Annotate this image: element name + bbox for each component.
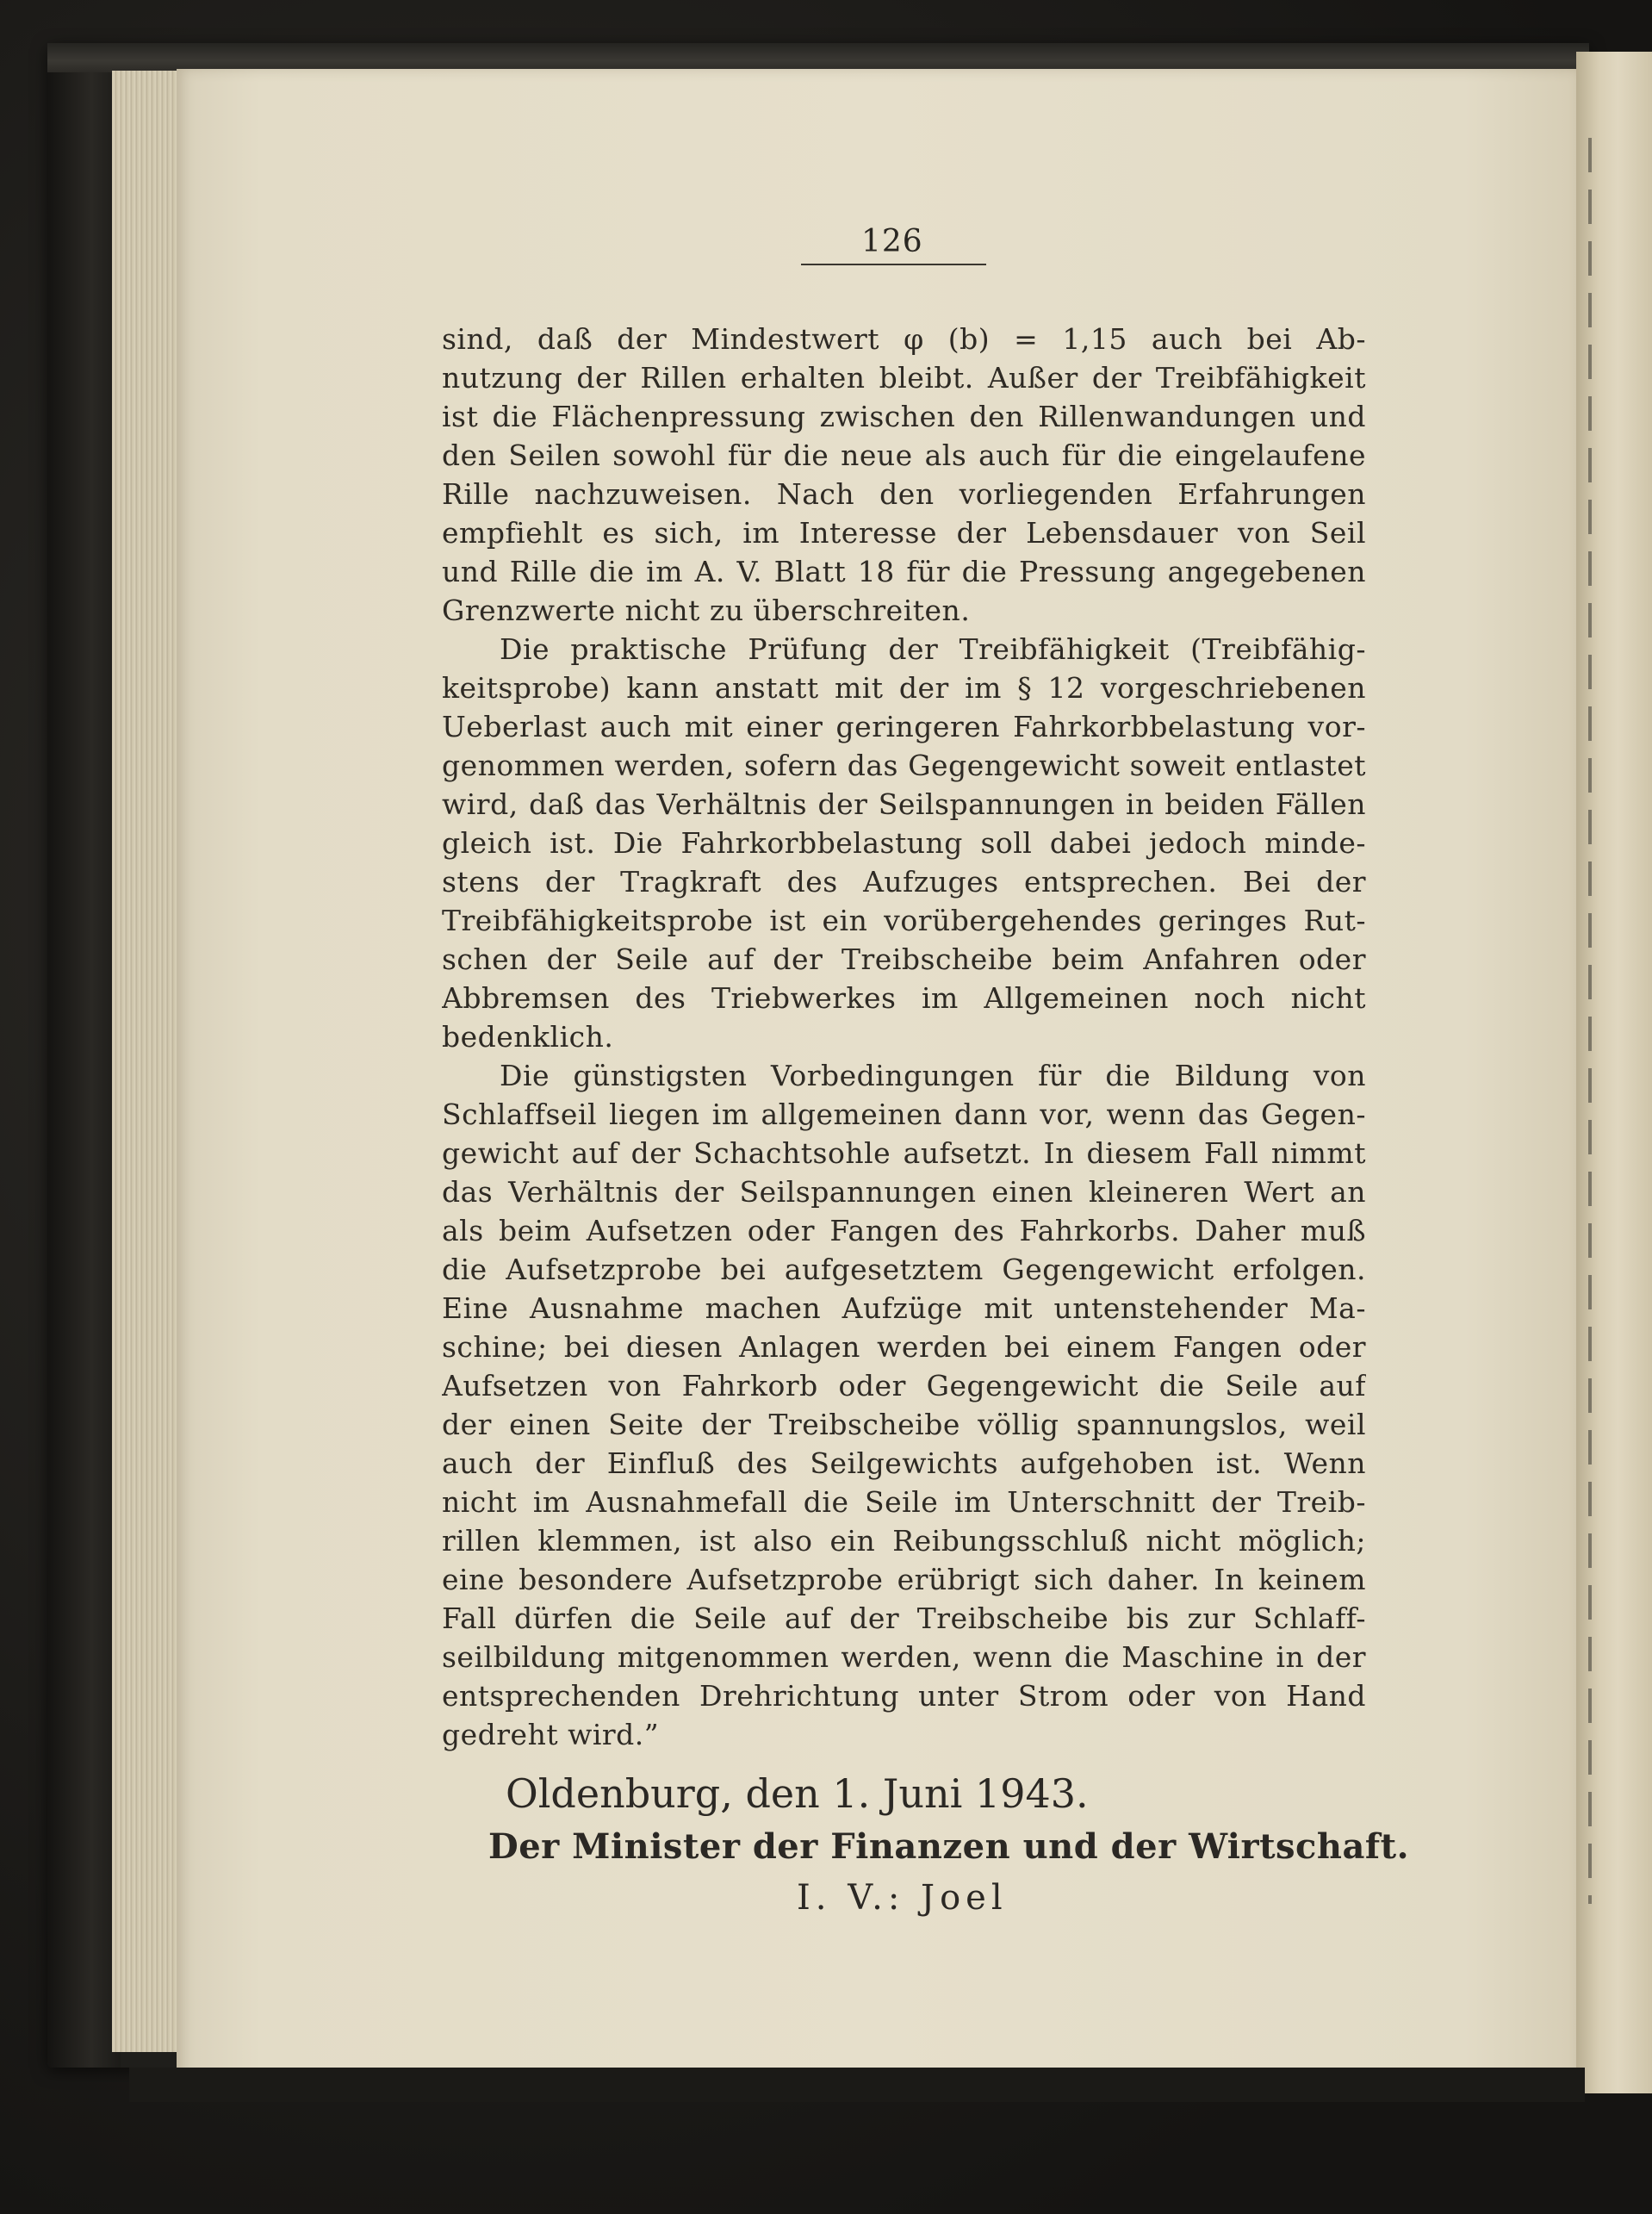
signature: I. V.: Joel [797, 1878, 1008, 1918]
paragraph-line: als beim Aufsetzen oder Fangen des Fahrkorbs. Daher muß [442, 1214, 1366, 1247]
paragraph-line: rillen klemmen, ist also ein Reibungsschluß nicht möglich; [442, 1524, 1366, 1558]
paragraph-line: stens der Tragkraft des Aufzuges entsprechen. Bei der [442, 865, 1366, 899]
paragraph-line: schen der Seile auf der Treibscheibe beim Anfahren oder [442, 942, 1366, 976]
paragraph-line: seilbildung mitgenommen werden, wenn die Maschine in der [442, 1640, 1366, 1674]
minister-title: Der Minister der Finanzen und der Wirtschaft. [488, 1826, 1410, 1867]
paragraph-line: Fall dürfen die Seile auf der Treibscheibe bis zur Schlaff- [442, 1601, 1366, 1635]
paragraph-line: schine; bei diesen Anlagen werden bei einem Fangen oder [442, 1330, 1366, 1364]
paragraph-line: den Seilen sowohl für die neue als auch für die eingelaufene [442, 438, 1366, 472]
paragraph-line: der einen Seite der Treibscheibe völlig spannungslos, weil [442, 1408, 1366, 1441]
paragraph-line: Eine Ausnahme machen Aufzüge mit untenstehender Ma- [442, 1291, 1366, 1325]
paragraph-line: entsprechenden Drehrichtung unter Strom oder von Hand [442, 1679, 1366, 1713]
paragraph-line: das Verhältnis der Seilspannungen einen kleineren Wert an [442, 1175, 1366, 1209]
paragraph-line: Grenzwerte nicht zu überschreiten. [442, 594, 971, 627]
paragraph-line: bedenklich. [442, 1020, 614, 1054]
paragraph-line: auch der Einfluß des Seilgewichts aufgehoben ist. Wenn [442, 1446, 1366, 1480]
paragraph-line: sind, daß der Mindestwert φ (b) = 1,15 auch bei Ab- [442, 322, 1366, 356]
cover-bottom-edge [129, 2068, 1585, 2102]
paragraph-line: empfiehlt es sich, im Interesse der Lebensdauer von Seil [442, 516, 1366, 550]
paragraph-line: Rille nachzuweisen. Nach den vorliegenden Erfahrungen [442, 477, 1366, 511]
paragraph-line: wird, daß das Verhältnis der Seilspannungen in beiden Fällen [442, 787, 1366, 821]
paragraph-line: Die praktische Prüfung der Treibfähigkeit (Treibfähig- [500, 632, 1366, 666]
binding-thread [1588, 138, 1592, 1904]
paragraph-line: Ueberlast auch mit einer geringeren Fahrkorbbelastung vor- [442, 710, 1366, 743]
paragraph-line: nutzung der Rillen erhalten bleibt. Außer der Treibfähigkeit [442, 361, 1366, 395]
paragraph-line: Treibfähigkeitsprobe ist ein vorübergehendes geringes Rut- [442, 904, 1366, 937]
cover-top-edge [47, 43, 1589, 72]
paragraph-line: genommen werden, sofern das Gegengewicht soweit entlastet [442, 749, 1366, 782]
paragraph-line: nicht im Ausnahmefall die Seile im Unterschnitt der Treib- [442, 1485, 1366, 1519]
paragraph-line: keitsprobe) kann anstatt mit der im § 12 vorgeschriebenen [442, 671, 1366, 705]
paragraph-line: die Aufsetzprobe bei aufgesetztem Gegengewicht erfolgen. [442, 1253, 1366, 1286]
page-number: 126 [861, 224, 923, 259]
paragraph-line: Schlaffseil liegen im allgemeinen dann vor, wenn das Gegen- [442, 1098, 1366, 1131]
paragraph-line: gleich ist. Die Fahrkorbbelastung soll dabei jedoch minde- [442, 826, 1366, 860]
page-number-rule [801, 264, 986, 265]
paragraph-line: gedreht wird.” [442, 1718, 660, 1751]
paragraph-line: ist die Flächenpressung zwischen den Rillenwandungen und [442, 400, 1366, 433]
paragraph-line: Die günstigsten Vorbedingungen für die Bildung von [500, 1059, 1366, 1092]
place-and-date: Oldenburg, den 1. Juni 1943. [506, 1770, 1089, 1817]
cover-edge [47, 43, 121, 2068]
paragraph-line: gewicht auf der Schachtsohle aufsetzt. In diesem Fall nimmt [442, 1136, 1366, 1170]
paragraph-line: Aufsetzen von Fahrkorb oder Gegengewicht die Seile auf [442, 1369, 1366, 1402]
paragraph-line: Abbremsen des Triebwerkes im Allgemeinen noch nicht [442, 981, 1366, 1015]
paragraph-line: und Rille die im A. V. Blatt 18 für die Pressung angegebenen [442, 555, 1366, 588]
paragraph-line: eine besondere Aufsetzprobe erübrigt sich daher. In keinem [442, 1563, 1366, 1596]
